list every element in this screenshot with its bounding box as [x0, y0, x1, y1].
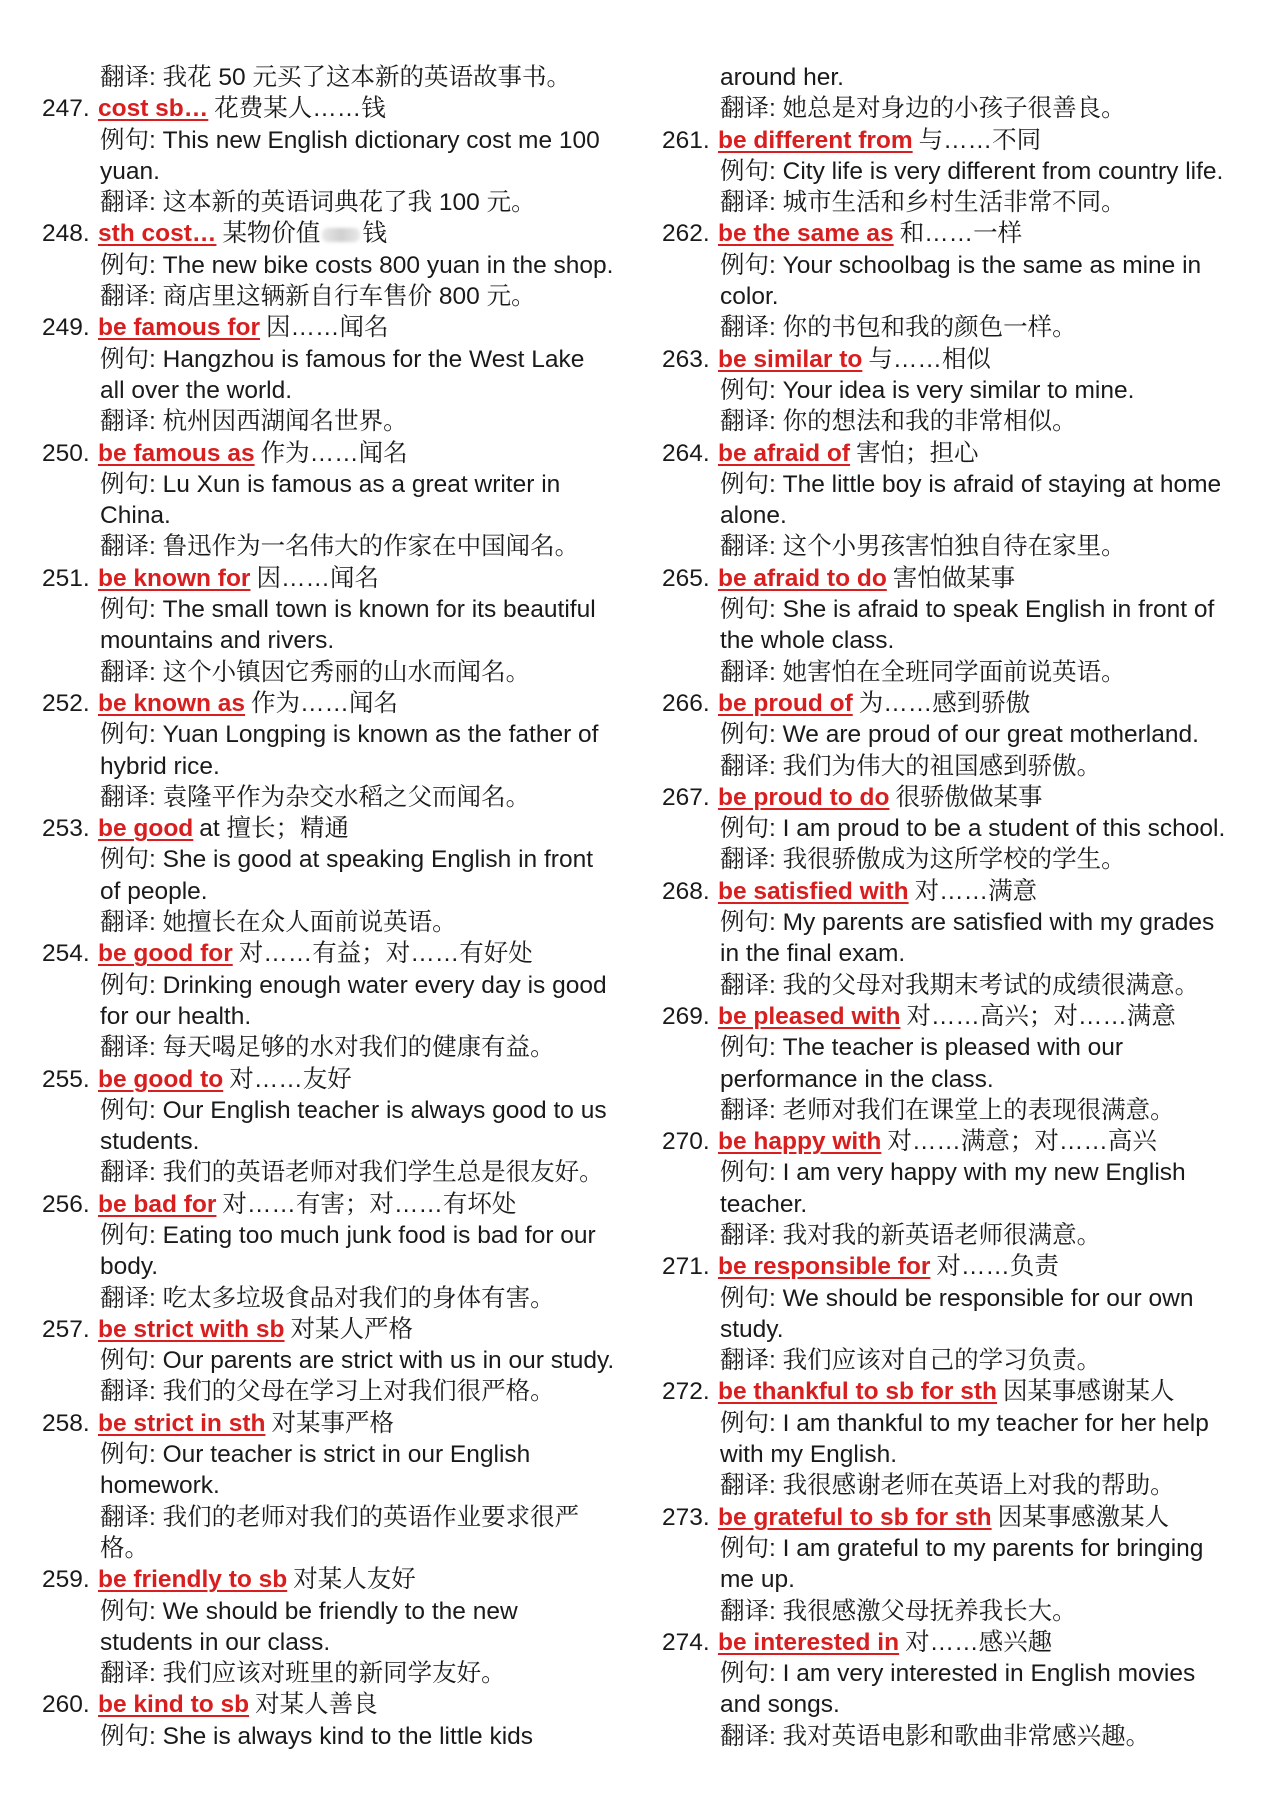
entry-heading	[42, 1314, 642, 1345]
entry-heading	[662, 1376, 1262, 1407]
entry-meaning: 和……一样	[899, 220, 1023, 248]
entry-phrase: be satisfied with	[718, 877, 909, 905]
entry-phrase: be afraid to do	[718, 564, 887, 592]
entry-number: 270.	[662, 1128, 710, 1156]
example-line: teacher.	[720, 1190, 808, 1218]
entry-number: 256.	[42, 1190, 90, 1218]
entry-heading	[662, 344, 1262, 375]
entry-phrase: be the same as	[718, 220, 894, 248]
example-line: 例句: I am thankful to my teacher for her help	[720, 1409, 1209, 1437]
entry-meaning: 对……满意；对……高兴	[887, 1128, 1157, 1156]
entry-meaning-suffix: 钱	[362, 220, 387, 248]
entry-phrase: be famous for	[98, 314, 260, 342]
left-column	[42, 62, 642, 1752]
entry-number: 268.	[662, 877, 710, 905]
example-line: and songs.	[720, 1691, 840, 1719]
entry-heading	[662, 1627, 1262, 1658]
entry-meaning: 作为……闻名	[251, 689, 399, 717]
entry-phrase: be friendly to sb	[98, 1566, 288, 1594]
entry-number: 251.	[42, 564, 90, 592]
entry-heading	[42, 938, 642, 969]
entry-phrase: be different from	[718, 126, 913, 154]
entry-meaning: 花费某人……钱	[214, 95, 386, 123]
translation-line: 翻译: 我对英语电影和歌曲非常感兴趣。	[720, 1722, 1151, 1750]
entry-number: 250.	[42, 439, 90, 467]
entry-meaning: 对……有害；对……有坏处	[222, 1190, 517, 1218]
example-line: in the final exam.	[720, 940, 906, 968]
entry-phrase: be good	[98, 815, 194, 843]
entry-heading	[42, 218, 642, 249]
entry-heading	[662, 218, 1262, 249]
example-line: 例句: She is good at speaking English in front	[100, 846, 594, 874]
right-column	[662, 62, 1262, 1752]
entry-number: 248.	[42, 220, 90, 248]
translation-line: 翻译: 我很感激父母抚养我长大。	[720, 1597, 1077, 1625]
entry-number: 254.	[42, 940, 90, 968]
example-line: 例句: Our teacher is strict in our English	[100, 1441, 531, 1469]
entry-meaning: 对……感兴趣	[905, 1628, 1053, 1656]
example-line: color.	[720, 283, 779, 311]
example-line: with my English.	[720, 1441, 898, 1469]
translation-line: 翻译: 城市生活和乡村生活非常不同。	[720, 189, 1126, 217]
entry-meaning: 因……闻名	[266, 314, 389, 342]
entry-heading	[662, 1502, 1262, 1533]
entry-meaning: 与……不同	[918, 126, 1042, 154]
entry-heading	[42, 1564, 642, 1595]
entry-phrase: be famous as	[98, 439, 255, 467]
entry-phrase: be similar to	[718, 345, 863, 373]
example-line: hybrid rice.	[100, 752, 220, 780]
entry-phrase: be proud of	[718, 689, 853, 717]
entry-heading	[662, 1001, 1262, 1032]
entry-meaning: 某物价值	[222, 220, 321, 248]
example-line: homework.	[100, 1472, 220, 1500]
translation-line: 翻译: 吃太多垃圾食品对我们的身体有害。	[100, 1284, 555, 1312]
example-line: 例句: The little boy is afraid of staying at home	[720, 470, 1222, 498]
entry-number: 274.	[662, 1628, 710, 1656]
example-line: 例句: My parents are satisfied with my grades	[720, 909, 1215, 937]
entry-heading	[42, 1689, 642, 1720]
example-line: 例句: She is always kind to the little kids	[100, 1722, 534, 1750]
entry-meaning: 对某事严格	[271, 1409, 394, 1437]
entry-phrase: be known for	[98, 564, 251, 592]
entry-heading	[662, 438, 1262, 469]
translation-line: 翻译: 我们的英语老师对我们学生总是很友好。	[100, 1159, 604, 1187]
entry-phrase: be thankful to sb for sth	[718, 1378, 998, 1406]
translation-line: 翻译: 我很骄傲成为这所学校的学生。	[720, 846, 1126, 874]
entry-phrase: be happy with	[718, 1128, 882, 1156]
entry-heading	[662, 782, 1262, 813]
translation-line: 翻译: 老师对我们在课堂上的表现很满意。	[720, 1096, 1175, 1124]
entry-phrase: cost sb…	[98, 95, 209, 123]
translation-line: 翻译: 鲁迅作为一名伟大的作家在中国闻名。	[100, 533, 580, 561]
entry-number: 261.	[662, 126, 710, 154]
example-line: 例句: Our parents are strict with us in our study.	[100, 1347, 615, 1375]
example-line: 例句: I am very interested in English movies	[720, 1660, 1196, 1688]
entry-heading	[42, 1408, 642, 1439]
entry-phrase: be proud to do	[718, 783, 890, 811]
entry-heading	[662, 563, 1262, 594]
entry-phrase: be pleased with	[718, 1002, 901, 1030]
translation-line: 翻译: 她总是对身边的小孩子很善良。	[720, 95, 1126, 123]
translation-line: 翻译: 她擅长在众人面前说英语。	[100, 909, 457, 937]
entry-meaning: 作为……闻名	[260, 439, 408, 467]
example-line: China.	[100, 502, 171, 530]
example-line: for our health.	[100, 1002, 252, 1030]
entry-phrase: be good for	[98, 940, 233, 968]
translation-line: 翻译: 商店里这辆新自行车售价 800 元。	[100, 283, 536, 311]
translation-line: 翻译: 我很感谢老师在英语上对我的帮助。	[720, 1472, 1175, 1500]
example-line: of people.	[100, 877, 208, 905]
entry-phrase: be good to	[98, 1065, 224, 1093]
entry-number: 253.	[42, 815, 90, 843]
entry-number: 266.	[662, 689, 710, 717]
entry-heading	[42, 1189, 642, 1220]
entry-phrase: be strict with sb	[98, 1315, 285, 1343]
entry-heading	[662, 876, 1262, 907]
entry-number: 267.	[662, 783, 710, 811]
entry-phrase: be interested in	[718, 1628, 900, 1656]
entry-number: 264.	[662, 439, 710, 467]
example-line: 例句: She is afraid to speak English in front of	[720, 596, 1215, 624]
translation-line: 翻译: 她害怕在全班同学面前说英语。	[720, 658, 1126, 686]
entry-number: 258.	[42, 1409, 90, 1437]
example-line: 例句: I am proud to be a student of this school.	[720, 815, 1226, 843]
example-line: 例句: The small town is known for its beautiful	[100, 596, 596, 624]
example-line: 例句: Hangzhou is famous for the West Lake	[100, 345, 585, 373]
entry-number: 257.	[42, 1315, 90, 1343]
example-line: students.	[100, 1128, 200, 1156]
entry-phrase: be bad for	[98, 1190, 217, 1218]
entry-phrase: be strict in sth	[98, 1409, 266, 1437]
translation-line: 翻译: 这个小男孩害怕独自待在家里。	[720, 533, 1126, 561]
entry-meaning: 因某事感谢某人	[1003, 1378, 1175, 1406]
entry-number: 260.	[42, 1691, 90, 1719]
example-line: 例句: We should be responsible for our own	[720, 1284, 1194, 1312]
example-line: 例句: City life is very different from country life.	[720, 157, 1224, 185]
entry-meaning: 害怕做某事	[892, 564, 1016, 592]
example-line: me up.	[720, 1566, 795, 1594]
entry-heading	[662, 1126, 1262, 1157]
translation-line: 翻译: 我们应该对班里的新同学友好。	[100, 1660, 506, 1688]
entry-number: 247.	[42, 95, 90, 123]
example-line: students in our class.	[100, 1628, 331, 1656]
translation-line: 翻译: 你的想法和我的非常相似。	[720, 408, 1077, 436]
translation-line: 翻译: 我花 50 元买了这本新的英语故事书。	[100, 64, 571, 91]
example-line: 例句: This new English dictionary cost me 100	[100, 126, 600, 154]
example-line: 例句: The teacher is pleased with our	[720, 1034, 1124, 1062]
entry-phrase: be kind to sb	[98, 1691, 250, 1719]
example-line: 例句: The new bike costs 800 yuan in the shop.	[100, 251, 614, 279]
entry-heading	[662, 125, 1262, 156]
entry-meaning: 对……满意	[914, 877, 1038, 905]
translation-line: 翻译: 杭州因西湖闻名世界。	[100, 408, 408, 436]
entry-number: 252.	[42, 689, 90, 717]
entry-meaning: 害怕；担心	[856, 439, 979, 467]
entry-phrase: be grateful to sb for sth	[718, 1503, 992, 1531]
entry-heading	[42, 312, 642, 343]
translation-line: 翻译: 袁隆平作为杂交水稻之父而闻名。	[100, 783, 531, 811]
example-line: 例句: I am very happy with my new English	[720, 1159, 1186, 1187]
entry-heading	[662, 688, 1262, 719]
example-line: 例句: I am grateful to my parents for bringing	[720, 1534, 1204, 1562]
translation-line: 格。	[100, 1534, 149, 1562]
entry-phrase: be responsible for	[718, 1253, 931, 1281]
entry-phrase: sth cost…	[98, 220, 217, 248]
entry-heading	[42, 93, 642, 124]
entry-number: 255.	[42, 1065, 90, 1093]
translation-line: 翻译: 我对我的新英语老师很满意。	[720, 1221, 1102, 1249]
entry-number: 269.	[662, 1002, 710, 1030]
entry-number: 273.	[662, 1503, 710, 1531]
example-line: 例句: Eating too much junk food is bad for our	[100, 1221, 596, 1249]
entry-phrase: be afraid of	[718, 439, 851, 467]
entry-number: 265.	[662, 564, 710, 592]
entry-heading	[42, 813, 642, 844]
translation-line: 翻译: 这本新的英语词典花了我 100 元。	[100, 189, 536, 217]
translation-line: 翻译: 我们为伟大的祖国感到骄傲。	[720, 752, 1102, 780]
entry-heading	[42, 438, 642, 469]
example-line: study.	[720, 1315, 784, 1343]
entry-heading	[662, 1251, 1262, 1282]
entry-meaning: 很骄傲做某事	[895, 783, 1043, 811]
example-line: body.	[100, 1253, 159, 1281]
translation-line: 翻译: 每天喝足够的水对我们的健康有益。	[100, 1034, 555, 1062]
entry-number: 263.	[662, 345, 710, 373]
entry-meaning: 对某人善良	[255, 1691, 378, 1719]
entry-meaning: 对……有益；对……有好处	[238, 940, 533, 968]
example-line: 例句: Our English teacher is always good to us	[100, 1096, 607, 1124]
entry-number: 249.	[42, 314, 90, 342]
entry-heading	[42, 1064, 642, 1095]
example-line: alone.	[720, 502, 787, 530]
entry-meaning: 因……闻名	[256, 564, 379, 592]
entry-number: 272.	[662, 1378, 710, 1406]
entry-meaning: 对某人友好	[293, 1566, 416, 1594]
entry-meaning: 因某事感激某人	[997, 1503, 1170, 1531]
example-line: the whole class.	[720, 627, 895, 655]
example-line: mountains and rivers.	[100, 627, 335, 655]
translation-line: 翻译: 我的父母对我期末考试的成绩很满意。	[720, 971, 1200, 999]
entry-number: 259.	[42, 1566, 90, 1594]
translation-line: 翻译: 我们应该对自己的学习负责。	[720, 1347, 1102, 1375]
example-line: 例句: We are proud of our great motherland.	[720, 721, 1199, 749]
example-line: around her.	[720, 64, 844, 91]
entry-phrase: be known as	[98, 689, 246, 717]
example-line: 例句: Your schoolbag is the same as mine in	[720, 251, 1202, 279]
example-line: yuan.	[100, 157, 160, 185]
entry-meaning: 对……友好	[229, 1065, 352, 1093]
entry-meaning: 对某人严格	[290, 1315, 414, 1343]
entry-number: 262.	[662, 220, 710, 248]
entry-meaning: at 擅长；精通	[199, 815, 350, 843]
translation-line: 翻译: 这个小镇因它秀丽的山水而闻名。	[100, 658, 531, 686]
entry-heading	[42, 688, 642, 719]
example-line: 例句: Drinking enough water every day is good	[100, 971, 607, 999]
blurred-mark	[322, 228, 360, 242]
entry-number: 271.	[662, 1253, 710, 1281]
entry-meaning: 对……负责	[936, 1253, 1059, 1281]
translation-line: 翻译: 你的书包和我的颜色一样。	[720, 314, 1077, 342]
entry-meaning: 对……高兴；对……满意	[906, 1002, 1176, 1030]
entry-meaning: 为……感到骄傲	[858, 689, 1031, 717]
entry-meaning: 与……相似	[868, 345, 991, 373]
translation-line: 翻译: 我们的老师对我们的英语作业要求很严	[100, 1503, 580, 1531]
example-line: 例句: Yuan Longping is known as the father of	[100, 721, 599, 749]
translation-line: 翻译: 我们的父母在学习上对我们很严格。	[100, 1378, 555, 1406]
example-line: 例句: We should be friendly to the new	[100, 1597, 518, 1625]
example-line: 例句: Lu Xun is famous as a great writer in	[100, 470, 561, 498]
example-line: performance in the class.	[720, 1065, 994, 1093]
example-line: all over the world.	[100, 376, 293, 404]
entry-heading	[42, 563, 642, 594]
example-line: 例句: Your idea is very similar to mine.	[720, 376, 1135, 404]
